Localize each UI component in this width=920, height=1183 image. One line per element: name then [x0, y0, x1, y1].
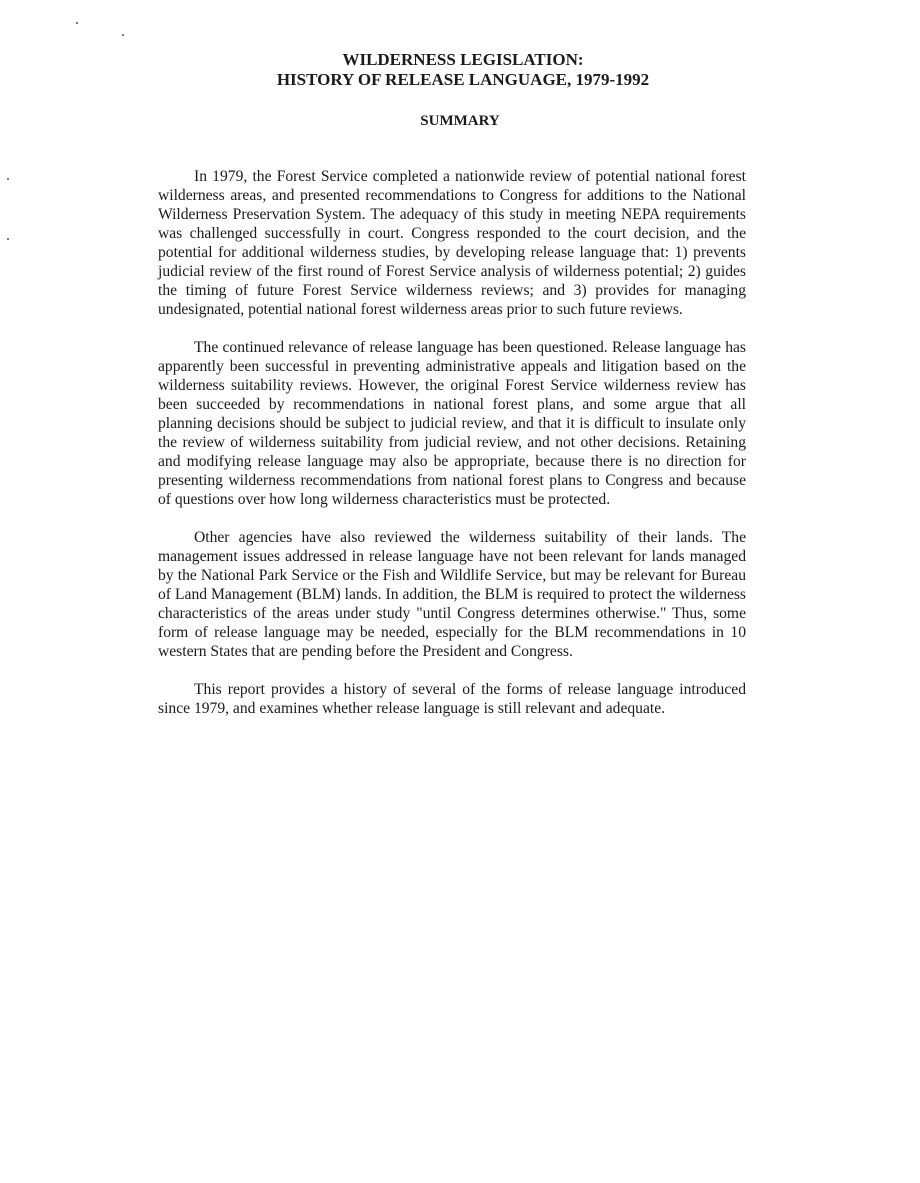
paragraph-2: The continued relevance of release language has been questioned. Release language has apparently been successful in preventing administrative appeals and litigation based on the wilderness suitability reviews. However, the original Forest Service wilderness review has been succeeded by recommendations in national forest plans, and some argue that all planning decisions should be subject to judicial review, and that it is difficult to insulate only the review of wilderness suitability from judicial review, and not other decisions. Retaining and modifying release language may also be appropriate, because there is no direction for presenting wilderness recommendations from national forest plans to Congress and because of questions over how long wilderness characteristics must be protected.	[158, 339, 746, 508]
paragraph-1: In 1979, the Forest Service completed a nationwide review of potential national forest wilderness areas, and presented recommendations to Congress for additions to the National Wilderness Preservation System. The adequacy of this study in meeting NEPA requirements was challenged successfully in court. Congress responded to the court decision, and the potential for additional wilderness studies, by developing release language that: 1) prevents judicial review of the first round of Forest Service analysis of wilderness potential; 2) guides the timing of future Forest Service wilderness reviews; and 3) provides for managing undesignated, potential national forest wilderness areas prior to such future reviews.	[158, 168, 746, 318]
scan-speck	[76, 22, 78, 24]
paragraph-4: This report provides a history of several of the forms of release language introduced since 1979, and examines whether release language is still relevant and adequate.	[158, 681, 746, 717]
summary-body	[158, 167, 746, 737]
document-title	[0, 50, 920, 90]
paragraph-3: Other agencies have also reviewed the wilderness suitability of their lands. The management issues addressed in release language have not been relevant for lands managed by the National Park Service or the Fish and Wildlife Service, but may be relevant for Bureau of Land Management (BLM) lands. In addition, the BLM is required to protect the wilderness characteristics of the areas under study "until Congress determines otherwise." Thus, some form of release language may be needed, especially for the BLM recommendations in 10 western States that are pending before the President and Congress.	[158, 529, 746, 660]
section-heading: SUMMARY	[420, 113, 500, 129]
scan-speck	[122, 34, 124, 36]
scan-speck	[7, 238, 9, 240]
title-line-2: HISTORY OF RELEASE LANGUAGE, 1979-1992	[276, 70, 650, 89]
scan-speck	[7, 178, 9, 180]
title-line-1: WILDERNESS LEGISLATION:	[342, 50, 584, 69]
